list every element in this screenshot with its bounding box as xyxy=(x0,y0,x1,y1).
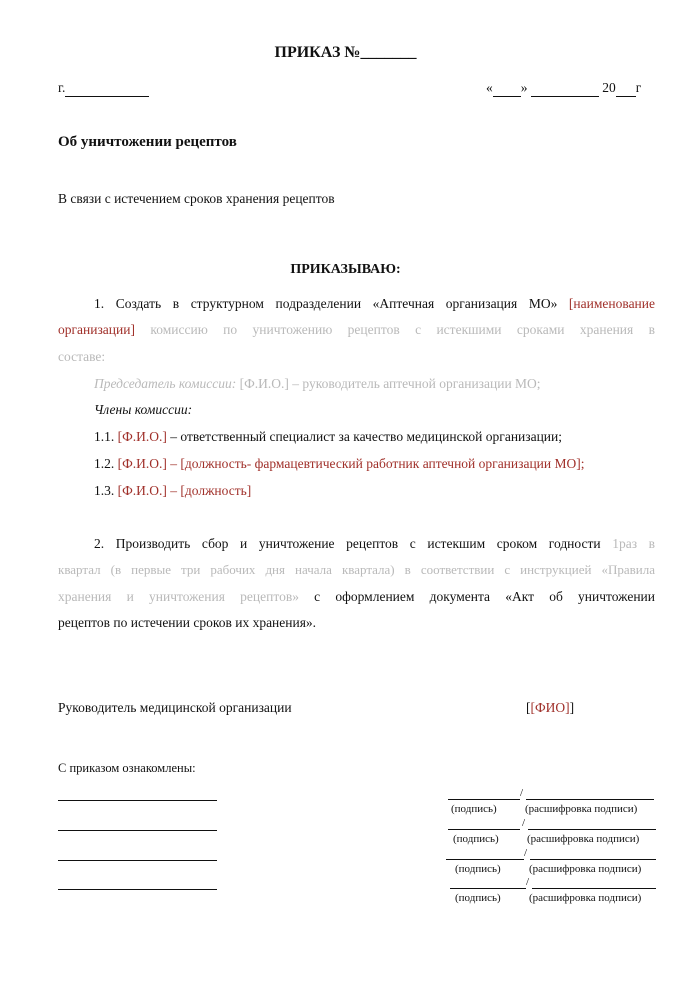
decode-line-2[interactable] xyxy=(528,829,656,830)
item2-line4: рецептов по истечении сроков их хранения». xyxy=(58,615,317,630)
item2-line3 xyxy=(58,589,655,605)
acquainted-line-1[interactable] xyxy=(58,800,217,801)
head-fio-placeholder: [ФИО] xyxy=(530,700,570,715)
item1-line1 xyxy=(94,296,655,312)
decode-line-3[interactable] xyxy=(530,859,656,860)
item1-line3: составе: xyxy=(58,349,106,364)
slash-2: / xyxy=(522,817,526,829)
member-2-num: 1.2. xyxy=(94,456,115,471)
year-prefix: 20 xyxy=(602,80,616,95)
reason-text: В связи с истечением сроков хранения рецептов xyxy=(58,191,335,206)
decode-line-1[interactable] xyxy=(526,799,654,800)
member-3-fio: [Ф.И.О.] – [должность] xyxy=(117,483,252,498)
member-1-fio: [Ф.И.О.] xyxy=(117,429,167,444)
subject-heading: Об уничтожении рецептов xyxy=(58,134,237,150)
sign-line-4[interactable] xyxy=(450,888,526,889)
slash-1: / xyxy=(520,787,524,799)
city-blank[interactable] xyxy=(65,80,149,97)
item2-line2: квартал (в первые три рабочих дня начала квартала) в соответствии с инструкцией «Правила xyxy=(58,562,655,577)
chair-text: [Ф.И.О.] – руководитель аптечной организации МО; xyxy=(239,376,541,391)
sign-caption-1: (подпись) xyxy=(451,803,497,815)
acquainted-line-3[interactable] xyxy=(58,860,217,861)
decode-caption-1: (расшифровка подписи) xyxy=(525,803,638,815)
order-word: ПРИКАЗЫВАЮ: xyxy=(290,262,401,277)
org-name-placeholder-cont: организации] xyxy=(58,322,135,337)
sign-line-3[interactable] xyxy=(446,859,524,860)
day-blank[interactable] xyxy=(493,80,521,97)
member-1-text: – ответственный специалист за качество медицинской организации; xyxy=(170,429,563,444)
sign-caption-4: (подпись) xyxy=(455,892,501,904)
year-suffix: г xyxy=(635,80,642,95)
sign-caption-2: (подпись) xyxy=(453,833,499,845)
chair-label: Председатель комиссии: xyxy=(94,376,237,391)
org-name-placeholder: [наименование xyxy=(568,296,655,311)
acquainted-label: С приказом ознакомлены: xyxy=(58,761,196,775)
date-close-quote: » xyxy=(520,80,528,95)
item2-faded-3: хранения и уничтожения рецептов» xyxy=(58,589,299,604)
members-label: Члены комиссии: xyxy=(94,402,193,417)
member-1-num: 1.1. xyxy=(94,429,115,444)
chair-line xyxy=(94,376,541,392)
date-field[interactable] xyxy=(486,80,641,97)
item1-text: 1. Создать в структурном подразделении «Аптечная организация МО» xyxy=(94,296,558,311)
date-open-quote: « xyxy=(486,80,493,95)
member-2 xyxy=(94,456,585,472)
item2-text: 2. Производить сбор и уничтожение рецептов с истекшим сроком годности xyxy=(94,536,601,551)
member-2-fio: [Ф.И.О.] – [должность- фармацевтический работник аптечной организации МО]; xyxy=(117,456,585,471)
sign-line-2[interactable] xyxy=(448,829,520,830)
member-3 xyxy=(94,483,251,499)
member-1 xyxy=(94,429,562,445)
item1-line2 xyxy=(58,322,655,338)
head-label: Руководитель медицинской организации xyxy=(58,700,292,715)
document-title: ПРИКАЗ №_______ xyxy=(274,44,417,61)
acquainted-line-2[interactable] xyxy=(58,830,217,831)
city-field[interactable] xyxy=(58,80,149,97)
member-3-num: 1.3. xyxy=(94,483,115,498)
acquainted-line-4[interactable] xyxy=(58,889,217,890)
year-blank[interactable] xyxy=(616,80,636,97)
head-fio: [[ФИО]] xyxy=(526,700,575,715)
item2-text-3: с оформлением документа «Акт об уничтожении xyxy=(314,589,656,604)
decode-caption-3: (расшифровка подписи) xyxy=(529,863,642,875)
month-blank[interactable] xyxy=(531,80,599,97)
decode-caption-4: (расшифровка подписи) xyxy=(529,892,642,904)
item2-line1 xyxy=(94,536,655,552)
sign-caption-3: (подпись) xyxy=(455,863,501,875)
slash-3: / xyxy=(524,847,528,859)
decode-caption-2: (расшифровка подписи) xyxy=(527,833,640,845)
sign-line-1[interactable] xyxy=(448,799,520,800)
decode-line-4[interactable] xyxy=(532,888,656,889)
item2-faded-1: 1раз в xyxy=(612,536,655,551)
city-prefix: г. xyxy=(58,80,66,95)
commission-text: комиссию по уничтожению рецептов с истекшими сроками хранения в xyxy=(150,322,655,337)
slash-4: / xyxy=(526,876,530,888)
